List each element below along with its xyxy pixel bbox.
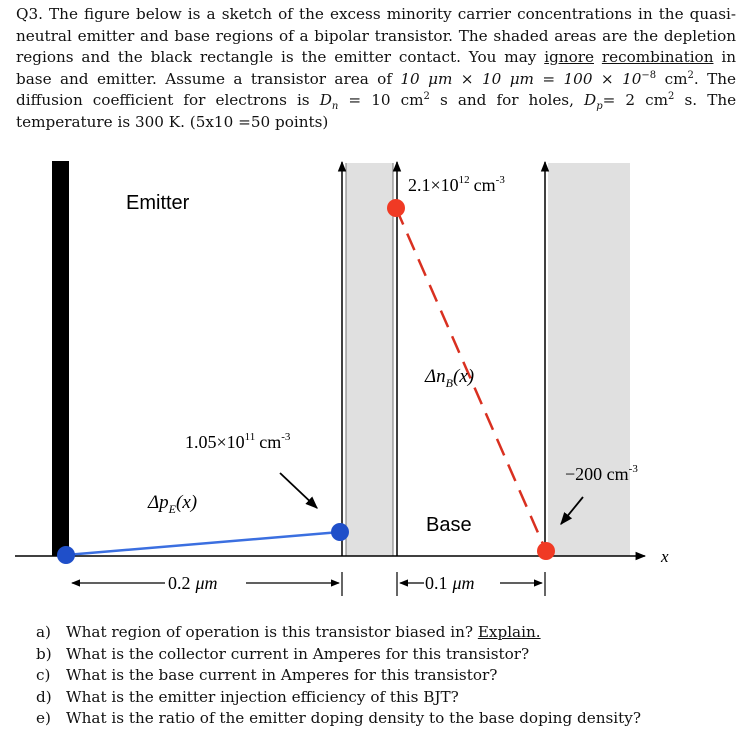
emitter-base-depletion-region [346,163,393,556]
question-e: e) What is the ratio of the emitter doping density to the base doping density? [36,709,641,727]
question-b: b) What is the collector current in Amperes for this transistor? [36,644,530,663]
base-peak-concentration: $2.1\times 10^{12}$ $cm^{-3}$ [408,174,505,195]
collector-edge-point [537,542,555,560]
recombination-word: recombination [601,48,714,66]
emitter-width-label: 0.2 μm [168,573,218,593]
delta-p-label: $\Delta p_E(x)$ [148,492,198,516]
base-label: Base [426,514,472,536]
problem-sentence-4: and for holes, [457,91,574,109]
dp-per: s [684,91,693,109]
problem-number: Q3. [16,5,43,23]
dn-per: s [439,91,448,109]
area-formula: 10 μm × 10 μm = 100 × 10 [400,69,642,88]
collector-edge-concentration: −200 $cm^{-3}$ [565,463,638,484]
emitter-edge-concentration: $1.05\times 10^{11}$ $cm^{-3}$ [185,431,291,452]
dp-symbol: D [584,91,597,109]
question-a: a) What region of operation is this transistor biased in? Explain. [36,623,541,641]
emitter-edge-point [331,523,349,541]
question-list [36,622,641,730]
x-axis-label: x [661,547,669,566]
dn-value: = 10 cm [348,91,424,109]
area-exponent: −8 [641,69,657,81]
area-unit: cm [664,69,688,88]
hole-profile-line [66,532,340,555]
emitter-contact [52,161,69,556]
area-unit-exponent: 2 [687,69,694,81]
question-d: d) What is the emitter injection efficiency of this BJT? [36,687,459,706]
base-edge-point [387,199,405,217]
problem-sentence-1: The figure below is a sketch of the excess minority carrier concentrations in the quasi-neutral emitter and base regions of a bipolar transistor. The shaded areas are the depletion regions and the black rectangle is the emitter contact. You may [16,5,736,66]
delta-n-label: $\Delta n_B(x)$ [425,366,475,390]
emitter-concentration-pointer [280,473,317,508]
emitter-label: Emitter [126,192,190,214]
question-c: c) What is the base current in Amperes for this transistor? [36,666,498,684]
problem-sentence-2: in base and emitter. Assume a transistor area of [16,48,737,88]
problem-points: (5x10 =50 points) [189,112,329,131]
problem-sentence-3: . The diffusion coefficient for electrons is [16,69,737,109]
dn-subscript: n [331,101,339,113]
base-collector-depletion-region [548,163,630,556]
ignore-word: ignore [544,48,594,66]
dp-value: = 2 cm [602,91,669,109]
dp-subscript: p [596,101,603,113]
problem-sentence-5: . The temperature is 300 K. [16,91,737,131]
base-width-label: 0.1 μm [425,573,475,593]
dn-exponent: 2 [423,90,430,102]
dp-exponent: 2 [668,90,675,102]
dn-symbol: D [319,91,332,109]
emitter-contact-point [57,546,75,564]
